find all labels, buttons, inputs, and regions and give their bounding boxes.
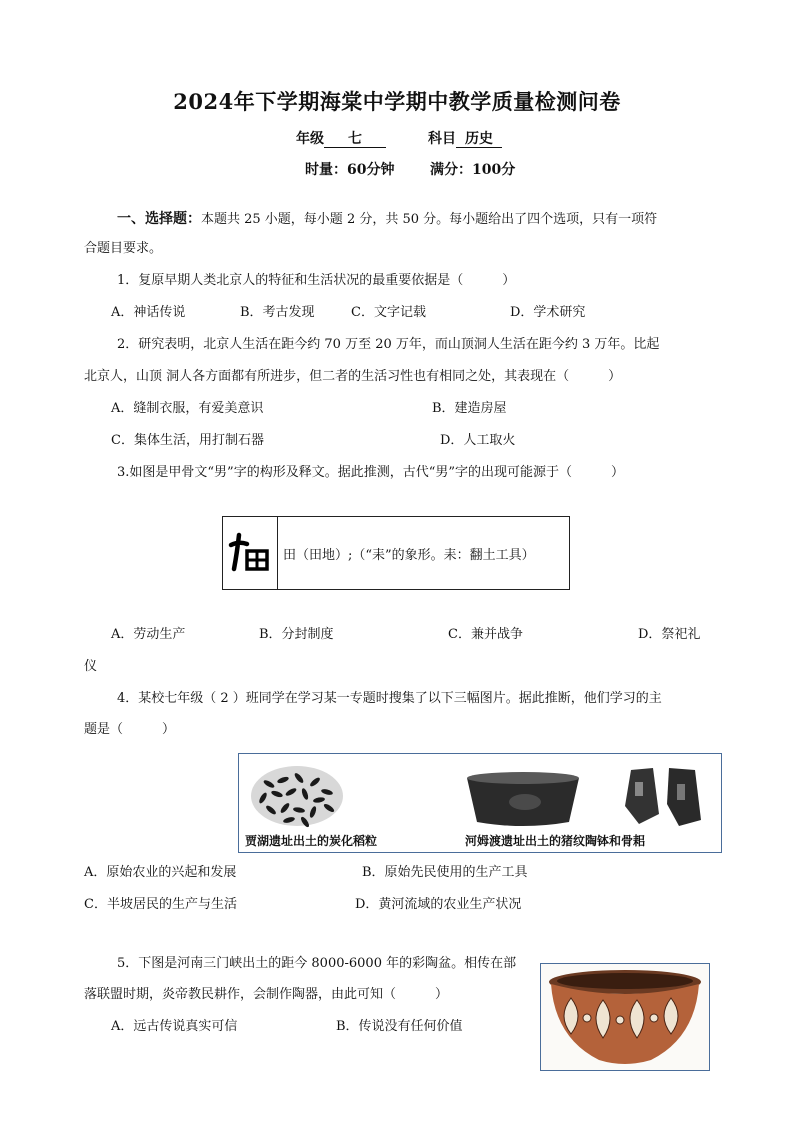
time-limit: 时量：60分钟 — [305, 162, 395, 178]
subject-label: 科目 — [428, 131, 456, 147]
page-title: 2024年下学期海棠中学期中教学质量检测问卷 — [173, 89, 621, 114]
q2-stem-line1: 2．研究表明，北京人生活在距今约 70 万至 20 万年，而山顶洞人生活在距今约 3 万年。比起 — [117, 337, 660, 352]
full-score: 满分：100分 — [430, 162, 516, 178]
q5-option-a: A．远古传说真实可信 — [111, 1019, 238, 1034]
q1-option-d: D．学术研究 — [510, 305, 586, 320]
q2-stem-line2: 北京人，山顶 洞人各方面都有所进步，但二者的生活习性也有相同之处，其表现在（ ） — [84, 369, 622, 384]
artifacts-photo-strip — [238, 753, 722, 853]
q5-stem-line2: 落联盟时期，炎帝教民耕作，会制作陶器，由此可知（ ） — [84, 987, 449, 1002]
q3-stem: 3.如图是甲骨文“男”字的构形及释文。据此推测，古代“男”字的出现可能源于（ ） — [117, 465, 624, 480]
oracle-bone-nan-glyph-icon — [223, 517, 277, 589]
caption-bowl-spade: 河姆渡遗址出土的猪纹陶钵和骨耜 — [465, 834, 646, 848]
q2-option-c: C．集体生活，用打制石器 — [111, 433, 264, 448]
section-intro-line1 — [117, 210, 657, 229]
section-intro-line2: 合题目要求。 — [84, 241, 163, 256]
section-intro-text: 本题共 25 小题，每小题 2 分，共 50 分。每小题给出了四个选项，只有一项符 — [201, 212, 658, 227]
subject-field — [428, 128, 502, 148]
caption-rice: 贾湖遗址出土的炭化稻粒 — [245, 834, 378, 848]
bone-spade-icon — [625, 768, 701, 826]
grade-field — [296, 128, 386, 148]
q1-stem: 1．复原早期人类北京人的特征和生活状况的最重要依据是（ ） — [117, 273, 516, 288]
painted-pottery-basin-photo — [540, 963, 710, 1071]
q3-option-c: C．兼并战争 — [448, 627, 523, 642]
q5-stem-line1: 5．下图是河南三门峡出土的距今 8000-6000 年的彩陶盆。相传在部 — [117, 956, 517, 971]
painted-pottery-basin-icon — [541, 964, 709, 1070]
rice-grains-icon — [251, 766, 343, 828]
oracle-bone-figure — [222, 516, 570, 590]
section-heading: 一、选择题： — [117, 211, 201, 227]
grade-label: 年级 — [296, 131, 324, 147]
q3-option-d: D．祭祀礼 — [638, 627, 701, 642]
q4-stem-line1: 4．某校七年级（ 2 ）班同学在学习某一专题时搜集了以下三幅图片。据此推断，他们学习的主 — [117, 691, 662, 706]
q3-option-d-wrap: 仪 — [84, 659, 98, 674]
subject-value: 历史 — [456, 132, 502, 148]
q4-option-a: A．原始农业的兴起和发展 — [84, 865, 237, 880]
grade-value: 七 — [324, 132, 386, 148]
q3-option-a: A．劳动生产 — [111, 627, 186, 642]
oracle-bone-explanation: 田（田地）;（“耒”的象形。耒：翻土工具） — [283, 548, 535, 563]
q2-option-b: B．建造房屋 — [432, 401, 507, 416]
q3-option-b: B．分封制度 — [259, 627, 334, 642]
q4-option-c: C．半坡居民的生产与生活 — [84, 897, 237, 912]
q1-option-a: A．神话传说 — [111, 305, 186, 320]
q2-option-d: D．人工取火 — [440, 433, 516, 448]
q1-option-b: B．考古发现 — [240, 305, 315, 320]
q1-option-c: C．文字记载 — [351, 305, 426, 320]
pig-pattern-bowl-icon — [467, 772, 579, 826]
q4-option-d: D．黄河流域的农业生产状况 — [355, 897, 522, 912]
q2-option-a: A．缝制衣服，有爱美意识 — [111, 401, 264, 416]
oracle-bone-glyph-cell — [223, 517, 278, 589]
q5-option-b: B．传说没有任何价值 — [336, 1019, 463, 1034]
q4-option-b: B．原始先民使用的生产工具 — [362, 865, 528, 880]
q4-stem-line2: 题是（ ） — [84, 722, 176, 737]
